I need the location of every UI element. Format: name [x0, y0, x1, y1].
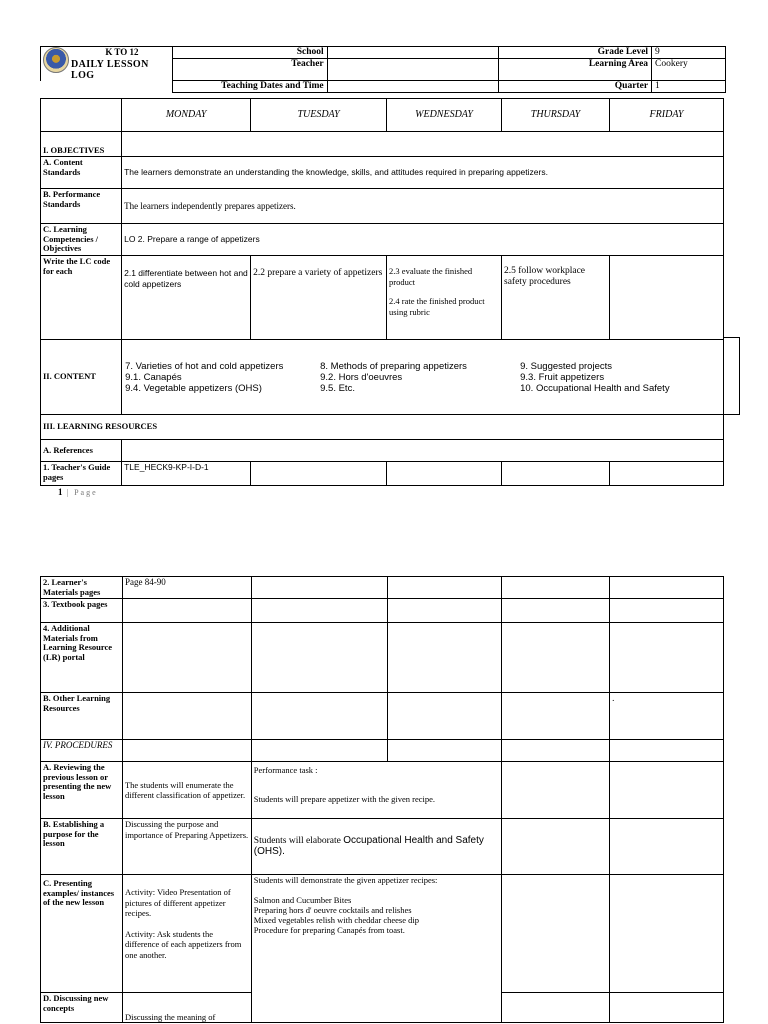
objective-wednesday-2: 2.4 rate the finished product using rubric — [389, 296, 485, 317]
additional-materials-label: 4. Additional Materials from Learning Resource (LR) portal — [41, 623, 123, 693]
learning-competencies-label: C. Learning Competencies / Objectives — [41, 224, 122, 256]
teachers-guide-label: 1. Teacher's Guide pages — [41, 462, 122, 486]
presenting-tuesday-intro: Students will demonstrate the given appetizer recipes: — [253, 875, 438, 885]
establishing-purpose-tuesday-1: Students will elaborate — [253, 836, 344, 846]
presenting-monday-1: Activity: Video Presentation of pictures of different appetizer recipes. — [124, 887, 231, 918]
day-wednesday: WEDNESDAY — [387, 99, 502, 132]
establishing-purpose-tuesday-2: Occupational Health and Safety (OHS). — [253, 835, 484, 857]
objective-monday: 2.1 differentiate between hot and cold appetizers — [122, 256, 251, 340]
content-item-9-3: 9.3. Fruit appetizers — [520, 371, 605, 383]
k-to-12-label: K TO 12 — [41, 47, 173, 59]
teacher-value[interactable] — [327, 59, 499, 81]
daily-lesson-log-title: DAILY LESSON LOG — [41, 59, 173, 81]
day-tuesday: TUESDAY — [251, 99, 387, 132]
reviewing-monday: The students will enumerate the different classification of appetizer. — [122, 762, 251, 819]
content-item-9-1: 9.1. Canapés — [125, 371, 182, 383]
quarter-value[interactable]: 1 — [652, 81, 726, 93]
day-thursday: THURSDAY — [502, 99, 610, 132]
section-learning-resources: III. LEARNING RESOURCES — [41, 415, 724, 440]
lesson-log-table-page-2 — [40, 576, 724, 1023]
discussing-concepts-monday: Discussing the meaning of — [122, 993, 251, 1023]
section-objectives: I. OBJECTIVES — [41, 132, 122, 157]
page-number: 1 | Page — [58, 487, 98, 497]
presenting-tuesday-recipe-1: Salmon and Cucumber Bites — [253, 895, 352, 905]
learning-area-label: Learning Area — [499, 59, 652, 81]
header-table — [40, 46, 726, 93]
other-resources-friday: . — [610, 693, 724, 740]
learners-materials-monday: Page 84-90 — [122, 577, 251, 599]
textbook-pages-label: 3. Textbook pages — [41, 599, 123, 623]
performance-standards-label: B. Performance Standards — [41, 189, 122, 224]
lc-code-label: Write the LC code for each — [41, 256, 122, 340]
quarter-label: Quarter — [499, 81, 652, 93]
learning-competencies-text: LO 2. Prepare a range of appetizers — [122, 224, 724, 256]
reviewing-tuesday-task: Performance task : — [253, 765, 318, 775]
teachers-guide-monday: TLE_HECK9-KP-I-D-1 — [122, 462, 251, 486]
reviewing-tuesday-text: Students will prepare appetizer with the given recipe. — [253, 793, 436, 804]
content-list — [122, 340, 724, 415]
content-item-7: 7. Varieties of hot and cold appetizers — [125, 360, 284, 372]
learners-materials-label: 2. Learner's Materials pages — [41, 577, 123, 599]
presenting-tuesday-recipe-4: Procedure for preparing Canapés from toast. — [253, 925, 405, 935]
objective-tuesday: 2.2 prepare a variety of appetizers — [251, 256, 387, 340]
teacher-label: Teacher — [172, 59, 327, 81]
section-procedures: IV. PROCEDURES — [41, 740, 123, 762]
teaching-dates-label: Teaching Dates and Time — [172, 81, 327, 93]
content-item-9-4: 9.4. Vegetable appetizers (OHS) — [125, 382, 262, 394]
school-label: School — [172, 47, 327, 59]
content-label: II. CONTENT — [41, 340, 122, 415]
content-standards-label: A. Content Standards — [41, 157, 122, 189]
content-standards-text: The learners demonstrate an understanding the knowledge, skills, and attitudes required in preparing appetizers. — [122, 157, 724, 189]
references-label: A. References — [41, 440, 122, 462]
teaching-dates-value[interactable] — [327, 81, 499, 93]
grade-level-value[interactable]: 9 — [652, 47, 726, 59]
establishing-purpose-monday: Discussing the purpose and importance of Preparing Appetizers. — [122, 819, 251, 875]
presenting-examples-label: C. Presenting examples/ instances of the new lesson — [41, 875, 123, 993]
discussing-concepts-label: D. Discussing new concepts — [41, 993, 123, 1023]
presenting-tuesday-recipe-2: Preparing hors d' oeuvre cocktails and relishes — [253, 905, 412, 915]
other-resources-label: B. Other Learning Resources — [41, 693, 123, 740]
content-item-8: 8. Methods of preparing appetizers — [320, 360, 467, 372]
lesson-log-table-page-1 — [40, 98, 724, 486]
establishing-purpose-label: B. Establishing a purpose for the lesson — [41, 819, 123, 875]
school-value[interactable] — [327, 47, 499, 59]
content-item-9-2: 9.2. Hors d'oeuvres — [320, 371, 403, 383]
objective-wednesday-1: 2.3 evaluate the finished product — [389, 266, 473, 287]
presenting-monday-2: Activity: Ask students the difference of each appetizers from one another. — [124, 928, 242, 960]
content-item-9: 9. Suggested projects — [520, 360, 613, 372]
content-row-overhang — [723, 337, 740, 415]
learning-area-value[interactable]: Cookery — [652, 59, 726, 81]
day-friday: FRIDAY — [609, 99, 723, 132]
content-item-9-5: 9.5. Etc. — [320, 382, 355, 394]
content-item-10: 10. Occupational Health and Safety — [520, 382, 670, 394]
grade-level-label: Grade Level — [499, 47, 652, 59]
reviewing-lesson-label: A. Reviewing the previous lesson or presenting the new lesson — [41, 762, 123, 819]
presenting-tuesday-recipe-3: Mixed vegetables relish with cheddar cheese dip — [253, 915, 419, 925]
performance-standards-text: The learners independently prepares appetizers. — [122, 189, 724, 224]
objective-thursday: 2.5 follow workplace safety procedures — [502, 256, 610, 340]
day-monday: MONDAY — [122, 99, 251, 132]
